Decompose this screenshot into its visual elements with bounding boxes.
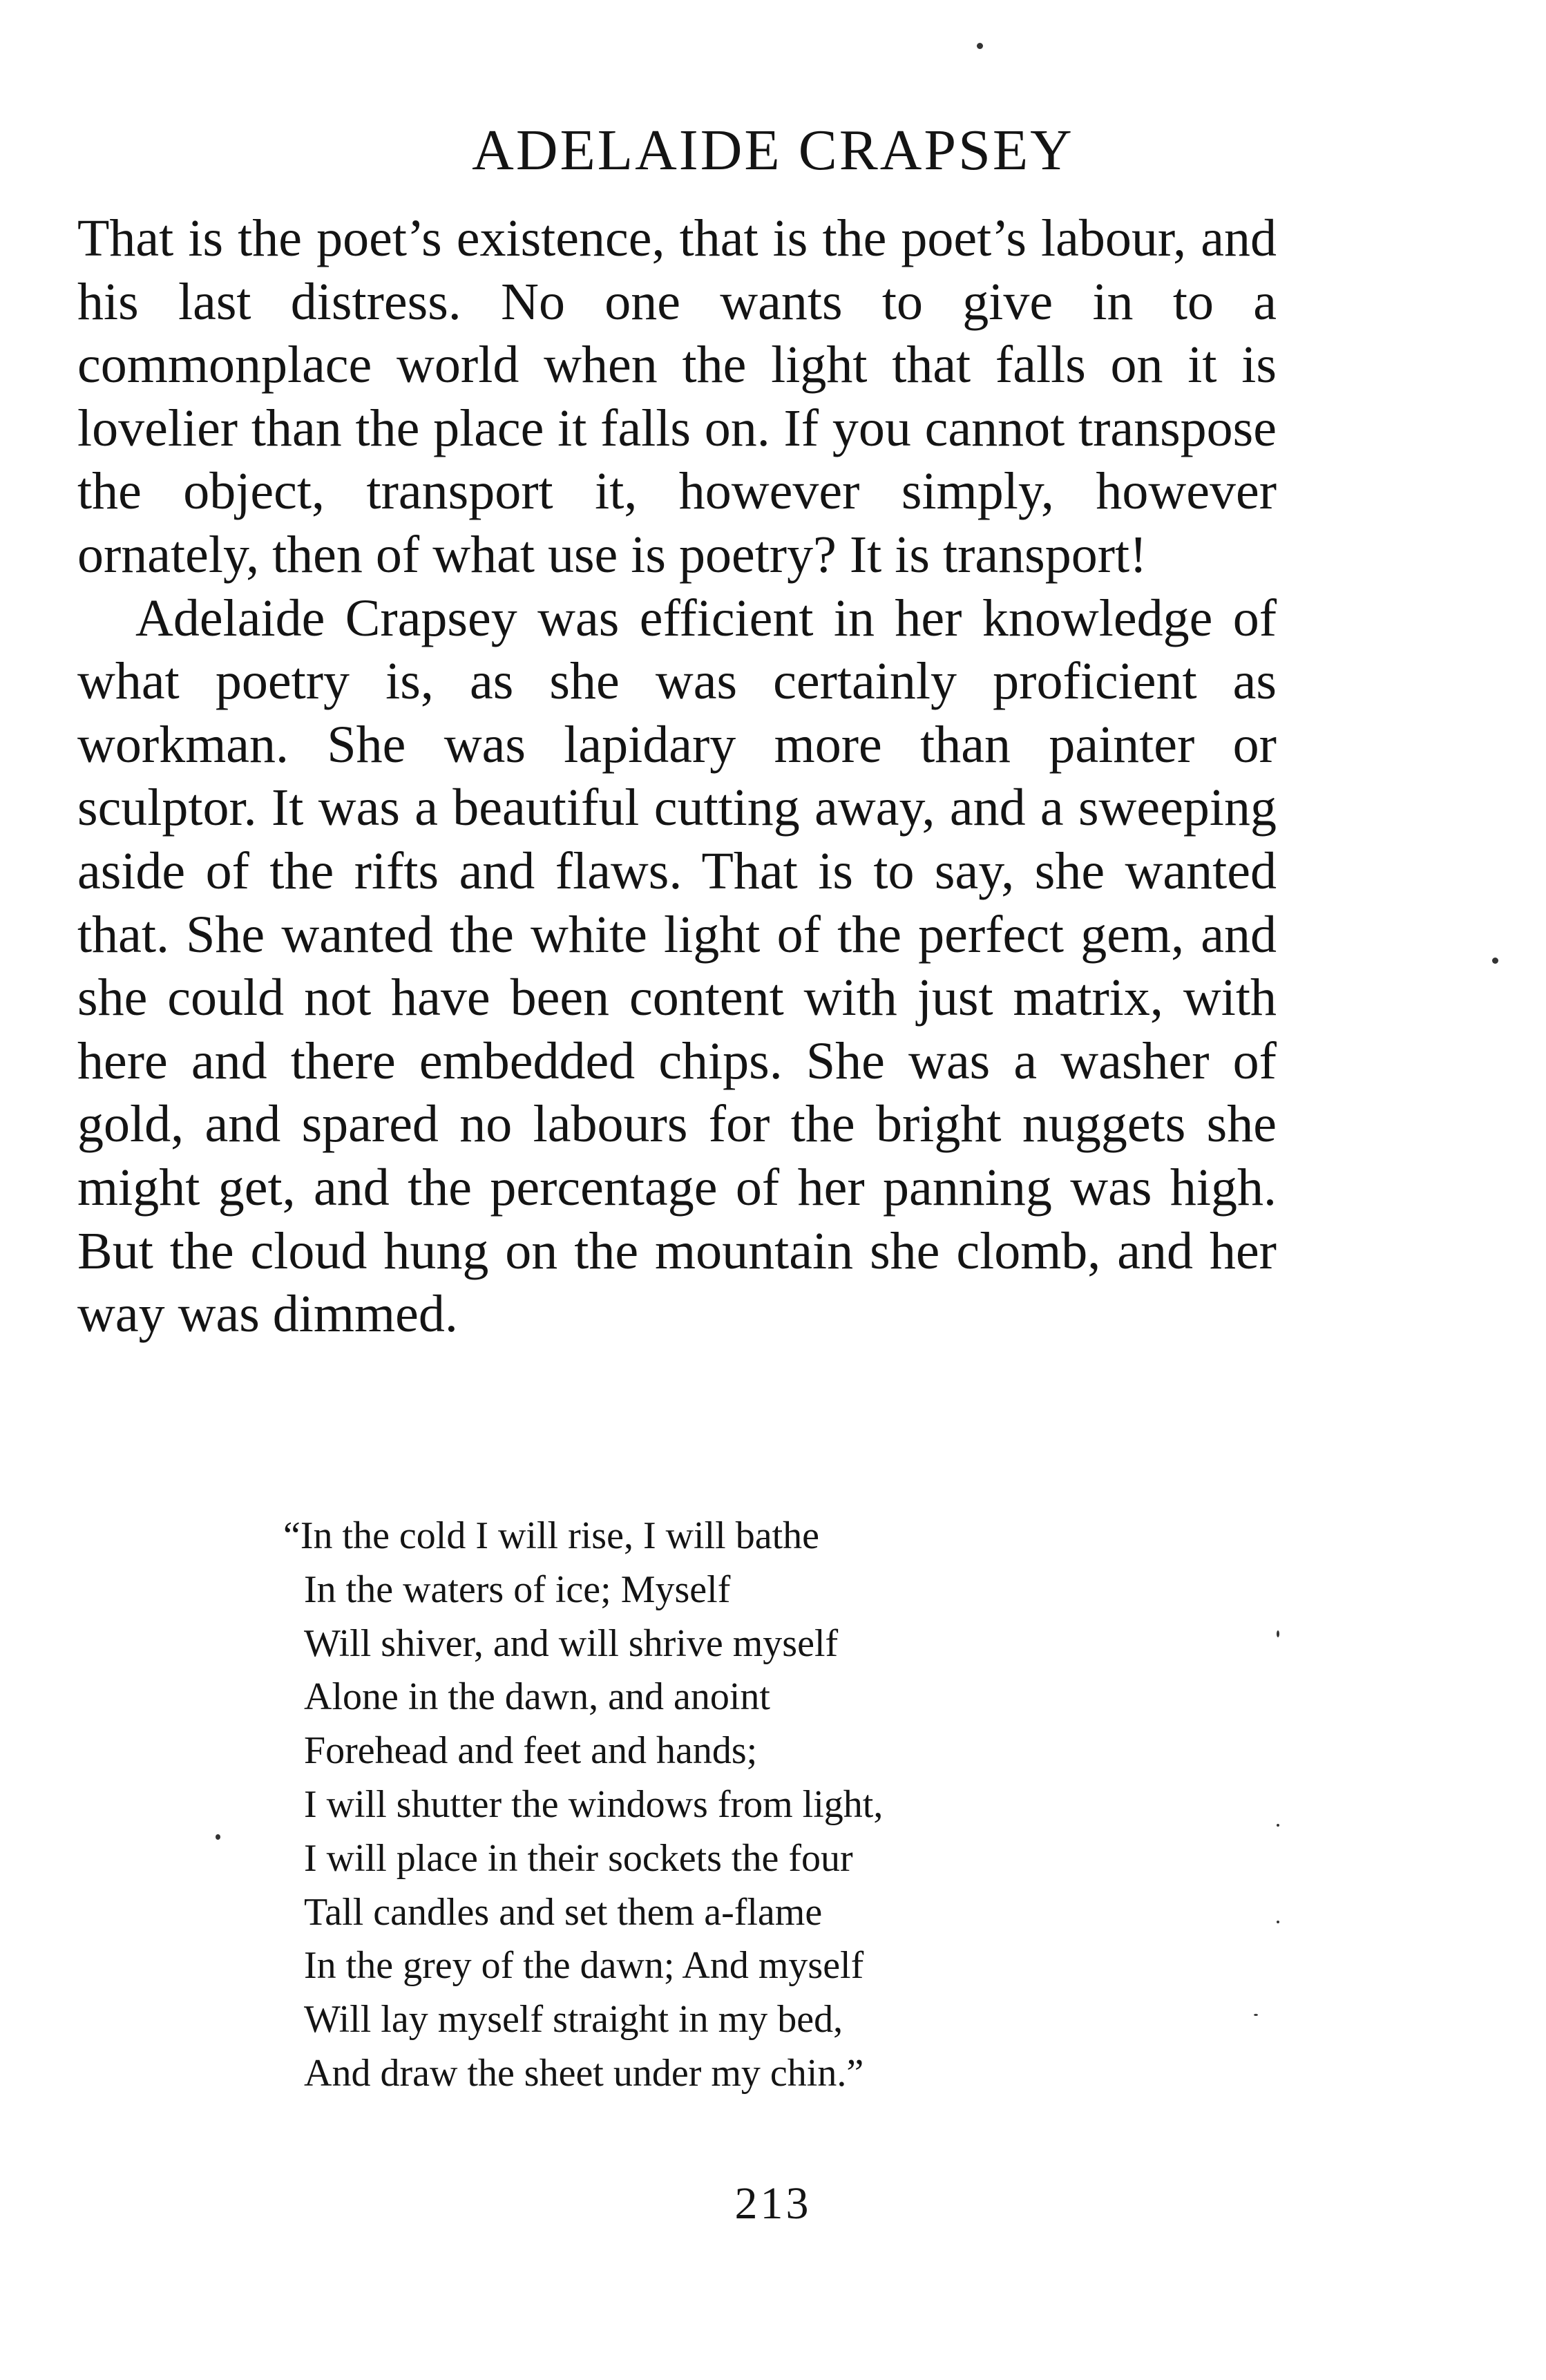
poem-line: Alone in the dawn, and anoint [304, 1675, 770, 1719]
poem-line: Will lay myself straight in my bed, [304, 1998, 843, 2041]
running-head: ADELAIDE CRAPSEY [472, 118, 1074, 182]
paragraph-1: That is the poet’s existence, that is the poet’s labour, and his last distress. No one wants to give in to a commonplace world when the light that falls on it is lovelier than the place it falls on. If you cannot transpose the object, transport it, however simply, however ornately, then of what use is poetry? It is transport! [77, 209, 1277, 584]
poem-line: In the grey of the dawn; And myself [304, 1944, 864, 1988]
poem-line: Tall candles and set them a-flame [304, 1890, 823, 1934]
poem-line: “In the cold I will rise, I will bathe [283, 1514, 819, 1557]
poem-line: I will shutter the windows from light, [304, 1782, 884, 1826]
scan-speck [1492, 958, 1498, 964]
poem-line: Will shiver, and will shrive myself [304, 1621, 839, 1665]
paragraph-2: Adelaide Crapsey was efficient in her knowledge of what poetry is, as she was certainly proficient as workman. She was lapidary more than painter or sculptor. It was a beautiful cutting away, and a sweeping aside of the rifts and flaws. That is to say, she wanted that. She wanted the white light of the perfect gem, and she could not have been content with just matrix, with here and there embedded chips. She was a washer of gold, and spared no labours for the bright nuggets she might get, and the percentage of her panning was high. But the cloud hung on the mountain she clomb, and her way was dimmed. [77, 589, 1277, 1344]
scan-speck [1277, 1824, 1279, 1827]
scan-speck [1277, 1630, 1279, 1637]
scan-speck [1254, 2014, 1258, 2016]
scan-speck [216, 1834, 220, 1840]
prose-body [77, 207, 1277, 1346]
scan-speck [977, 43, 983, 49]
poem-line: Forehead and feet and hands; [304, 1729, 758, 1773]
poem-line: In the waters of ice; Myself [304, 1568, 731, 1611]
page-number: 213 [734, 2178, 812, 2229]
scan-speck [1277, 1921, 1279, 1923]
poem-line: I will place in their sockets the four [304, 1836, 853, 1880]
poem-quotation [283, 1510, 1133, 2101]
poem-line: And draw the sheet under my chin.” [304, 2051, 864, 2095]
